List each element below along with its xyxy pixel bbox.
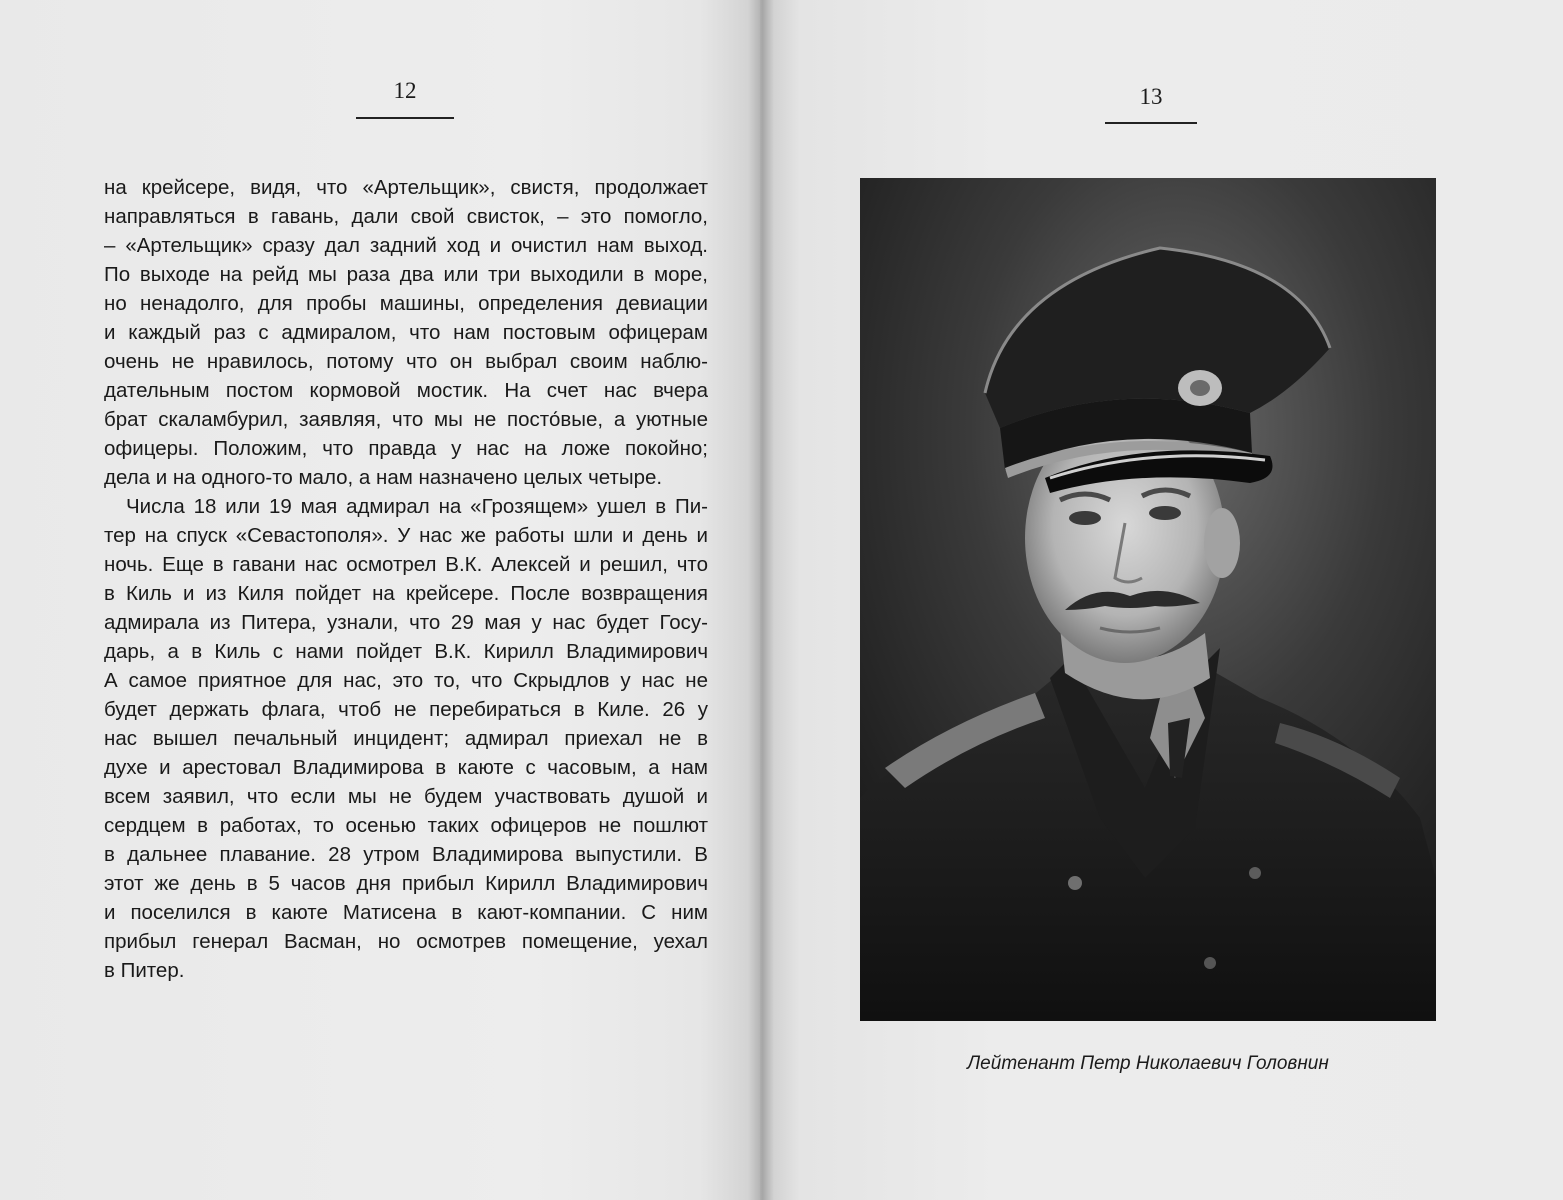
text-line: всем заявил, что если мы не будем участвовать душой и bbox=[104, 785, 708, 808]
portrait-illustration bbox=[860, 178, 1436, 1021]
text-line: брат скаламбурил, заявляя, что мы не посто́вые, а уютные bbox=[104, 408, 708, 431]
text-line: и каждый раз с адмиралом, что нам постовым офицерам bbox=[104, 321, 708, 344]
text-line: – «Артельщик» сразу дал задний ход и очистил нам выход. bbox=[104, 234, 708, 257]
text-line: направляться в гавань, дали свой свисток, – это помогло, bbox=[104, 205, 708, 228]
text-line: в Питер. bbox=[104, 959, 185, 982]
body-text bbox=[104, 173, 708, 985]
text-line: нас вышел печальный инцидент; адмирал приехал не в bbox=[104, 727, 708, 750]
text-line: дела и на одного-то мало, а нам назначено целых четыре. bbox=[104, 466, 663, 489]
text-line: в дальнее плавание. 28 утром Владимирова выпустили. В bbox=[104, 843, 708, 866]
page-number-rule-left bbox=[356, 117, 454, 119]
text-line: духе и арестовал Владимирова в каюте с часовым, а нам bbox=[104, 756, 708, 779]
text-line: в Киль и из Киля пойдет на крейсере. После возвращения bbox=[104, 582, 708, 605]
book-gutter-shadow bbox=[748, 0, 774, 1200]
text-line: дарь, а в Киль с нами пойдет В.К. Кирилл Владимирович bbox=[104, 640, 708, 663]
text-line: Числа 18 или 19 мая адмирал на «Грозящем» ушел в Пи- bbox=[126, 495, 708, 518]
text-line: адмирала из Питера, узнали, что 29 мая у нас будет Госу- bbox=[104, 611, 708, 634]
text-line: По выходе на рейд мы раза два или три выходили в море, bbox=[104, 263, 708, 286]
page-number-right: 13 bbox=[1139, 84, 1163, 109]
text-line: очень не нравилось, потому что он выбрал своим наблю- bbox=[104, 350, 708, 373]
text-line: дательным постом кормовой мостик. На счет нас вчера bbox=[104, 379, 708, 402]
photo-caption: Лейтенант Петр Николаевич Головнин bbox=[967, 1053, 1329, 1074]
text-line: тер на спуск «Севастополя». У нас же работы шли и день и bbox=[104, 524, 708, 547]
text-line: офицеры. Положим, что правда у нас на ложе покойно; bbox=[104, 437, 708, 460]
text-line: на крейсере, видя, что «Артельщик», свистя, продолжает bbox=[104, 176, 708, 199]
text-line: сердцем в работах, то осенью таких офицеров не пошлют bbox=[104, 814, 708, 837]
text-line: прибыл генерал Васман, но осмотрев помещение, уехал bbox=[104, 930, 708, 953]
portrait-photo bbox=[860, 178, 1436, 1021]
text-line: ночь. Еще в гавани нас осмотрел В.К. Алексей и решил, что bbox=[104, 553, 708, 576]
text-line: и поселился в каюте Матисена в кают-компании. С ним bbox=[104, 901, 708, 924]
left-page bbox=[0, 0, 760, 1200]
text-line: А самое приятное для нас, это то, что Скрыдлов у нас не bbox=[104, 669, 708, 692]
text-line: но ненадолго, для пробы машины, определения девиации bbox=[104, 292, 708, 315]
text-line: этот же день в 5 часов дня прибыл Кирилл Владимирович bbox=[104, 872, 708, 895]
text-line: будет держать флага, чтоб не перебираться в Киле. 26 у bbox=[104, 698, 708, 721]
page-number-rule-right bbox=[1105, 122, 1197, 124]
page-number-left: 12 bbox=[393, 78, 417, 103]
